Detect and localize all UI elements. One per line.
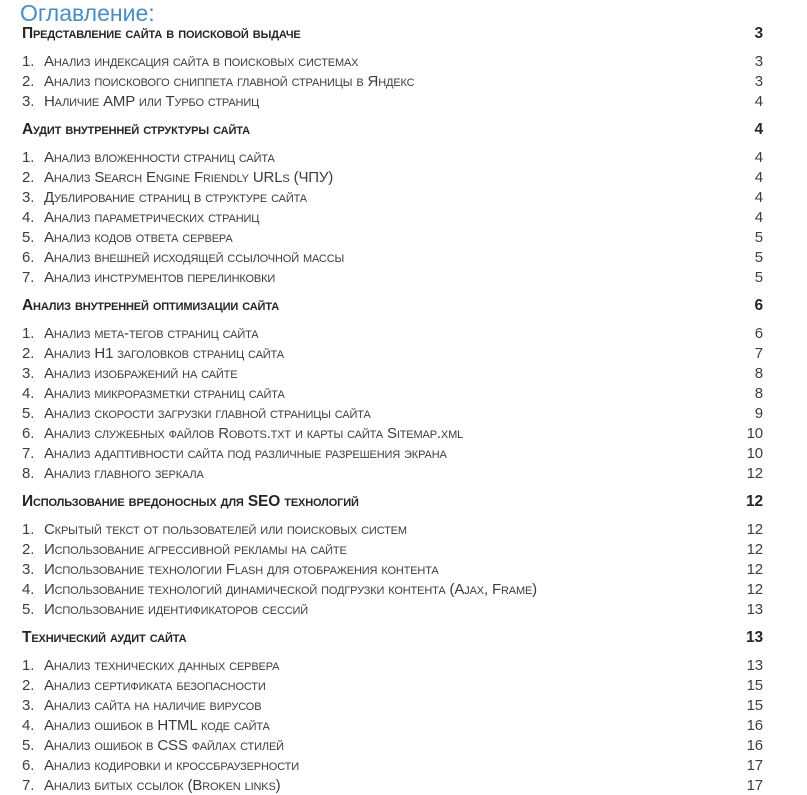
toc-entry-number: 3. <box>22 364 35 382</box>
toc-entry-page-number: 5 <box>754 268 763 286</box>
toc-entry-page-number: 5 <box>754 248 763 266</box>
section-page-number: 13 <box>746 629 763 646</box>
toc-entry-label: Использование технологий динамической подгрузки контента (Ajax, Frame) <box>44 580 538 598</box>
toc-entry[interactable] <box>22 403 763 423</box>
toc-entry-number: 5. <box>22 228 35 246</box>
toc-section <box>22 120 763 287</box>
toc-entry-number: 1. <box>22 52 35 70</box>
toc-entry-number: 7. <box>22 776 35 794</box>
section-title: Представление сайта в поисковой выдаче <box>22 25 301 42</box>
toc-entry-label: Анализ скорости загрузки главной страницы сайта <box>44 404 371 422</box>
toc-entry-label: Анализ технических данных сервера <box>44 656 280 674</box>
toc-entry-page-number: 8 <box>754 384 763 402</box>
toc-entry[interactable] <box>22 207 763 227</box>
section-title: Анализ внутренней оптимизации сайта <box>22 297 279 314</box>
section-title: Аудит внутренней структуры сайта <box>22 121 250 138</box>
toc-entry-page-number: 4 <box>754 168 763 186</box>
toc-entry-number: 3. <box>22 188 35 206</box>
toc-entry-label: Наличие AMP или Турбо страниц <box>44 92 260 110</box>
section-page-number: 3 <box>754 25 763 42</box>
toc-entry-label: Анализ микроразметки страниц сайта <box>44 384 285 402</box>
toc-entry[interactable] <box>22 383 763 403</box>
toc-entry-number: 4. <box>22 384 35 402</box>
toc-entry-label: Анализ ошибок в CSS файлах стилей <box>44 736 284 754</box>
toc-entry-number: 3. <box>22 92 35 110</box>
toc-entry-label: Анализ Search Engine Friendly URLs (ЧПУ) <box>44 168 334 186</box>
toc-entry-number: 6. <box>22 424 35 442</box>
toc-entry-number: 4. <box>22 208 35 226</box>
toc-entry-number: 1. <box>22 656 35 674</box>
toc-entry[interactable] <box>22 463 763 483</box>
toc-section <box>22 296 763 483</box>
toc-entry-number: 5. <box>22 600 35 618</box>
toc-entry-number: 2. <box>22 676 35 694</box>
toc-entry-label: Анализ инструментов перелинковки <box>44 268 276 286</box>
toc-entry-label: Анализ главного зеркала <box>44 464 204 482</box>
toc-entry-page-number: 8 <box>754 364 763 382</box>
toc-entry[interactable] <box>22 147 763 167</box>
toc-entry-number: 7. <box>22 268 35 286</box>
toc-entry-page-number: 4 <box>754 148 763 166</box>
toc-entry-page-number: 12 <box>746 560 763 578</box>
toc-entry[interactable] <box>22 655 763 675</box>
section-page-number: 12 <box>746 493 763 510</box>
toc-entry-number: 1. <box>22 324 35 342</box>
toc-entry-page-number: 6 <box>754 324 763 342</box>
toc-entry-label: Анализ битых ссылок (Broken links) <box>44 776 281 794</box>
toc-entry-page-number: 4 <box>754 92 763 110</box>
toc-entry-label: Анализ сайта на наличие вирусов <box>44 696 262 714</box>
toc-entry-page-number: 13 <box>746 600 763 618</box>
toc-entry-label: Анализ параметрических страниц <box>44 208 260 226</box>
toc-entry-label: Анализ кодов ответа сервера <box>44 228 233 246</box>
toc-entry-number: 6. <box>22 756 35 774</box>
toc-entry-number: 4. <box>22 580 35 598</box>
toc-entry[interactable] <box>22 675 763 695</box>
toc-entry-page-number: 16 <box>746 736 763 754</box>
toc-entry-label: Анализ сертификата безопасности <box>44 676 266 694</box>
toc-entry[interactable] <box>22 71 763 91</box>
toc-entry[interactable] <box>22 363 763 383</box>
section-page-number: 4 <box>754 121 763 138</box>
toc-entry[interactable] <box>22 539 763 559</box>
toc-entry-label: Анализ вложенности страниц сайта <box>44 148 275 166</box>
toc-section <box>22 492 763 619</box>
toc-entry-page-number: 3 <box>754 52 763 70</box>
toc-entry-page-number: 17 <box>746 776 763 794</box>
toc-entry[interactable] <box>22 559 763 579</box>
toc-entry[interactable] <box>22 755 763 775</box>
toc-section-items <box>22 147 763 287</box>
toc-entry-number: 2. <box>22 344 35 362</box>
toc-section-items <box>22 655 763 795</box>
toc-entry[interactable] <box>22 715 763 735</box>
toc-entry[interactable] <box>22 51 763 71</box>
toc-entry-page-number: 12 <box>746 464 763 482</box>
toc-entry[interactable] <box>22 579 763 599</box>
toc-entry[interactable] <box>22 167 763 187</box>
toc-section-items <box>22 519 763 619</box>
toc-entry-number: 7. <box>22 444 35 462</box>
toc-entry-page-number: 5 <box>754 228 763 246</box>
toc-entry[interactable] <box>22 695 763 715</box>
toc-entry[interactable] <box>22 519 763 539</box>
toc-entry-number: 4. <box>22 716 35 734</box>
toc-entry[interactable] <box>22 423 763 443</box>
toc-entry-page-number: 9 <box>754 404 763 422</box>
toc-entry-page-number: 12 <box>746 580 763 598</box>
toc-entry-page-number: 12 <box>746 540 763 558</box>
toc-entry-page-number: 3 <box>754 72 763 90</box>
toc-section <box>22 24 763 111</box>
toc-entry-page-number: 4 <box>754 188 763 206</box>
toc-entry[interactable] <box>22 247 763 267</box>
toc-entry-page-number: 13 <box>746 656 763 674</box>
toc-entry-page-number: 16 <box>746 716 763 734</box>
toc-entry[interactable] <box>22 599 763 619</box>
toc-sections <box>22 24 763 795</box>
toc-section-heading[interactable] <box>22 628 763 648</box>
toc-entry-number: 2. <box>22 540 35 558</box>
toc-entry-number: 3. <box>22 560 35 578</box>
toc-entry-label: Анализ ошибок в HTML коде сайта <box>44 716 270 734</box>
toc-entry-page-number: 10 <box>746 424 763 442</box>
page-title: Оглавление: <box>20 0 155 26</box>
toc-section-items <box>22 51 763 111</box>
section-title: Использование вредоносных для SEO технологий <box>22 493 359 510</box>
toc-section <box>22 628 763 795</box>
toc-entry-label: Анализ мета-тегов страниц сайта <box>44 324 259 342</box>
toc-entry-label: Анализ кодировки и кроссбраузерности <box>44 756 299 774</box>
toc-entry-label: Анализ изображений на сайте <box>44 364 238 382</box>
toc-entry-label: Анализ адаптивности сайта под различные разрешения экрана <box>44 444 447 462</box>
toc-entry-number: 2. <box>22 168 35 186</box>
toc-entry-label: Использование агрессивной рекламы на сайте <box>44 540 347 558</box>
toc-entry[interactable] <box>22 735 763 755</box>
toc-section-heading[interactable] <box>22 120 763 140</box>
toc-entry-number: 1. <box>22 148 35 166</box>
toc-entry[interactable] <box>22 775 763 795</box>
toc-section-heading[interactable] <box>22 296 763 316</box>
toc-entry-label: Анализ индексация сайта в поисковых системах <box>44 52 359 70</box>
section-title: Технический аудит сайта <box>22 629 187 646</box>
section-page-number: 6 <box>754 297 763 314</box>
toc-entry-label: Использование технологии Flash для отображения контента <box>44 560 439 578</box>
toc-entry[interactable] <box>22 91 763 111</box>
toc-entry-number: 8. <box>22 464 35 482</box>
toc-entry-label: Анализ служебных файлов Robots.txt и карты сайта Sitemap.xml <box>44 424 464 442</box>
toc-entry-label: Скрытый текст от пользователей или поисковых систем <box>44 520 407 538</box>
toc-entry[interactable] <box>22 267 763 287</box>
toc-entry-page-number: 15 <box>746 676 763 694</box>
toc-entry-label: Анализ внешней исходящей ссылочной массы <box>44 248 345 266</box>
toc-entry-number: 5. <box>22 404 35 422</box>
toc-section-heading[interactable] <box>22 24 763 44</box>
toc-entry-number: 1. <box>22 520 35 538</box>
toc-entry-page-number: 4 <box>754 208 763 226</box>
toc-entry-number: 6. <box>22 248 35 266</box>
toc-entry-label: Дублирование страниц в структуре сайта <box>44 188 307 206</box>
toc-entry-label: Использование идентификаторов сессий <box>44 600 309 618</box>
toc-entry[interactable] <box>22 323 763 343</box>
toc-entry-page-number: 15 <box>746 696 763 714</box>
toc-entry-page-number: 10 <box>746 444 763 462</box>
toc-entry-label: Анализ поискового сниппета главной страницы в Яндекс <box>44 72 415 90</box>
toc-entry[interactable] <box>22 227 763 247</box>
toc-section-heading[interactable] <box>22 492 763 512</box>
toc-entry-number: 3. <box>22 696 35 714</box>
toc-entry[interactable] <box>22 343 763 363</box>
toc-entry[interactable] <box>22 187 763 207</box>
toc-entry-number: 2. <box>22 72 35 90</box>
toc-entry-page-number: 17 <box>746 756 763 774</box>
toc-entry[interactable] <box>22 443 763 463</box>
toc-entry-number: 5. <box>22 736 35 754</box>
toc-entry-page-number: 12 <box>746 520 763 538</box>
toc-section-items <box>22 323 763 483</box>
toc-entry-label: Анализ H1 заголовков страниц сайта <box>44 344 284 362</box>
toc-entry-page-number: 7 <box>754 344 763 362</box>
